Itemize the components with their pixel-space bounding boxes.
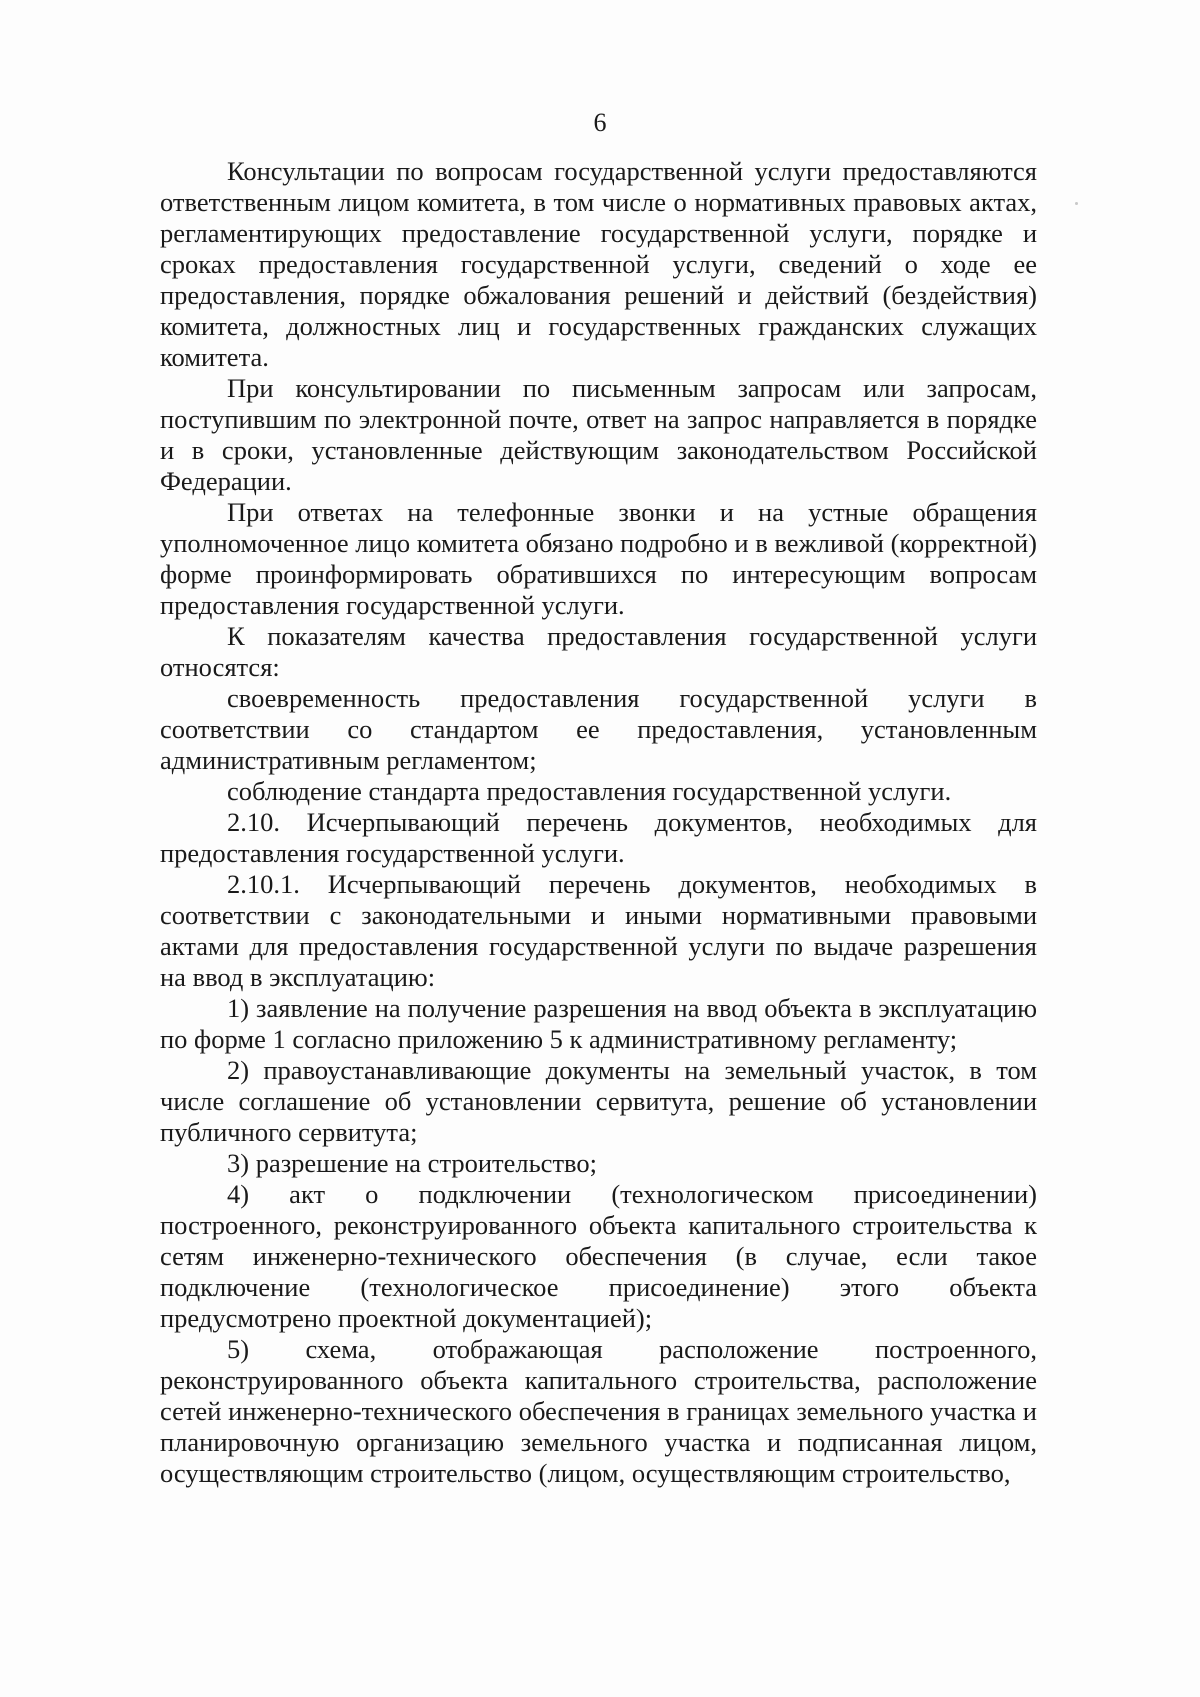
list-item-1: 1) заявление на получение разрешения на ввод объекта в эксплуатацию по форме 1 согласно приложению 5 к административному регламенту;: [160, 993, 1037, 1054]
paragraph-written-requests: При консультировании по письменным запросам или запросам, поступившим по электронной почте, ответ на запрос направляется в порядке и в сроки, установленные действующим законодательством Российской Федерации.: [160, 373, 1037, 496]
section-heading-2-10-1: 2.10.1. Исчерпывающий перечень документов, необходимых в соответствии с законодательными и иными нормативными правовыми актами для предоставления государственной услуги по выдаче разрешения на ввод в эксплуатацию:: [160, 869, 1037, 992]
document-body: [160, 156, 1037, 1489]
paragraph-consultations: Консультации по вопросам государственной услуги предоставляются ответственным лицом комитета, в том числе о нормативных правовых актах, регламентирующих предоставление государственной услуги, порядке и сроках предоставления государственной услуги, сведений о ходе ее предоставления, порядке обжалования решений и действий (бездействия) комитета, должностных лиц и государственных гражданских служащих комитета.: [160, 156, 1037, 372]
scan-speck: [1075, 202, 1078, 205]
paragraph-standard-compliance: соблюдение стандарта предоставления государственной услуги.: [227, 776, 952, 806]
list-item-5: 5) схема, отображающая расположение построенного, реконструированного объекта капитального строительства, расположение сетей инженерно-технического обеспечения в границах земельного участка и планировочную организацию земельного участка и подписанная лицом, осуществляющим строительство (лицом, осуществляющим строительство,: [160, 1334, 1037, 1488]
list-item-3: 3) разрешение на строительство;: [227, 1148, 597, 1178]
list-item-4: 4) акт о подключении (технологическом присоединении) построенного, реконструированного объекта капитального строительства к сетям инженерно-технического обеспечения (в случае, если такое подключение (технологическое присоединение) этого объекта предусмотрено проектной документацией);: [160, 1179, 1037, 1333]
paragraph-phone-calls: При ответах на телефонные звонки и на устные обращения уполномоченное лицо комитета обязано подробно и в вежливой (корректной) форме проинформировать обратившихся по интересующим вопросам предоставления государственной услуги.: [160, 497, 1037, 620]
paragraph-timeliness: своевременность предоставления государственной услуги в соответствии со стандартом ее предоставления, установленным административным регламентом;: [160, 683, 1037, 775]
section-heading-2-10: 2.10. Исчерпывающий перечень документов, необходимых для предоставления государственной услуги.: [160, 807, 1037, 868]
list-item-2: 2) правоустанавливающие документы на земельный участок, в том числе соглашение об установлении сервитута, решение об установлении публичного сервитута;: [160, 1055, 1037, 1147]
page-number: 6: [593, 108, 607, 137]
paragraph-quality-indicators: К показателям качества предоставления государственной услуги относятся:: [160, 621, 1037, 682]
